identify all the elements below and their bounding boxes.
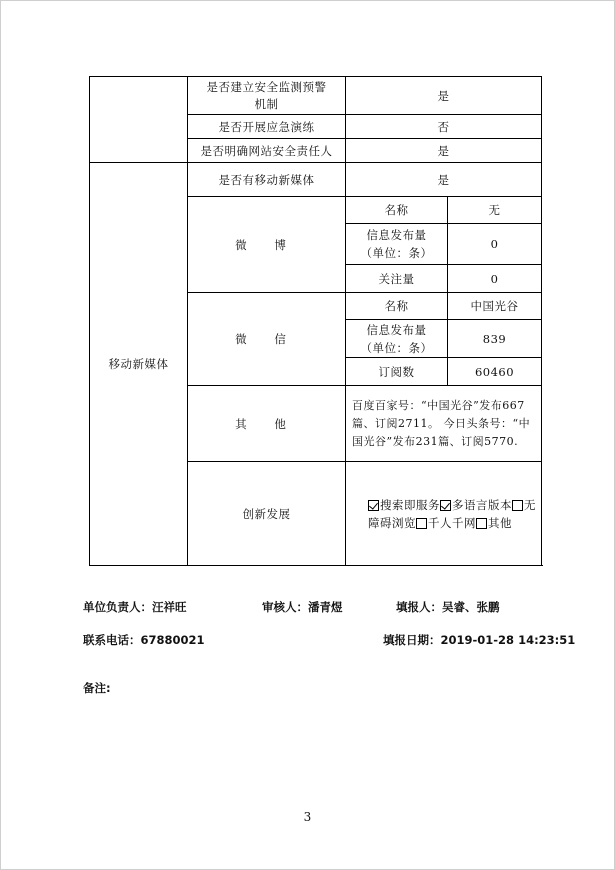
weibo-posts-label: 信息发布量（单位：条） bbox=[346, 224, 448, 265]
mobile-section-label: 移动新媒体 bbox=[90, 163, 188, 566]
has-mobile-label: 是否有移动新媒体 bbox=[188, 163, 346, 197]
row-label-security-monitoring: 是否建立安全监测预警机制 bbox=[188, 77, 346, 115]
option-label: 搜索即服务 bbox=[380, 497, 440, 512]
option-multilingual[interactable] bbox=[440, 498, 512, 512]
weibo-followers-value: 0 bbox=[448, 265, 542, 293]
other-label: 其 他 bbox=[188, 386, 346, 462]
option-label: 千人千网 bbox=[428, 515, 476, 530]
row-value-emergency-drill: 否 bbox=[346, 115, 542, 139]
reviewer: 审核人：潘青煜 bbox=[262, 600, 343, 614]
checkbox-multilingual[interactable] bbox=[440, 500, 451, 511]
weibo-posts-value: 0 bbox=[448, 224, 542, 265]
checkbox-other[interactable] bbox=[476, 518, 487, 529]
wechat-name-value: 中国光谷 bbox=[448, 293, 542, 320]
row-value-security-responsible: 是 bbox=[346, 139, 542, 163]
checkbox-personalized[interactable] bbox=[416, 518, 427, 529]
report-table bbox=[89, 76, 542, 566]
weibo-followers-label: 关注量 bbox=[346, 265, 448, 293]
wechat-label: 微 信 bbox=[188, 293, 346, 386]
page-number: 3 bbox=[303, 810, 312, 824]
filler: 填报人：吴睿、张鹏 bbox=[396, 600, 500, 614]
option-label: 无障碍浏览 bbox=[368, 497, 536, 530]
remarks-label: 备注: bbox=[83, 681, 111, 695]
contact-phone: 联系电话：67880021 bbox=[83, 633, 205, 647]
wechat-posts-label: 信息发布量（单位：条） bbox=[346, 320, 448, 358]
wechat-posts-value: 839 bbox=[448, 320, 542, 358]
option-personalized[interactable] bbox=[416, 516, 476, 530]
row-label-security-responsible: 是否明确网站安全责任人 bbox=[188, 139, 346, 163]
has-mobile-value: 是 bbox=[346, 163, 542, 197]
wechat-name-label: 名称 bbox=[346, 293, 448, 320]
weibo-label: 微 博 bbox=[188, 197, 346, 293]
option-label: 其他 bbox=[488, 515, 512, 530]
innovation-options bbox=[346, 462, 542, 566]
weibo-name-value: 无 bbox=[448, 197, 542, 224]
option-label: 多语言版本 bbox=[452, 497, 512, 512]
weibo-name-label: 名称 bbox=[346, 197, 448, 224]
other-text: 百度百家号：“中国光谷”发布667篇、订阅2711。 今日头条号：“中国光谷”发布231篇、订阅5770. bbox=[346, 386, 542, 462]
head-of-unit: 单位负责人：汪祥旺 bbox=[83, 600, 187, 614]
wechat-subs-label: 订阅数 bbox=[346, 358, 448, 386]
innovation-label: 创新发展 bbox=[188, 462, 346, 566]
row-label-emergency-drill: 是否开展应急演练 bbox=[188, 115, 346, 139]
option-other[interactable] bbox=[476, 516, 512, 530]
section-cell-empty bbox=[90, 77, 188, 163]
checkbox-search-as-service[interactable] bbox=[368, 500, 379, 511]
wechat-subs-value: 60460 bbox=[448, 358, 542, 386]
report-date: 填报日期：2019-01-28 14:23:51 bbox=[383, 633, 576, 647]
checkbox-accessibility[interactable] bbox=[512, 500, 523, 511]
row-value-security-monitoring: 是 bbox=[346, 77, 542, 115]
option-search-as-service[interactable] bbox=[368, 498, 440, 512]
